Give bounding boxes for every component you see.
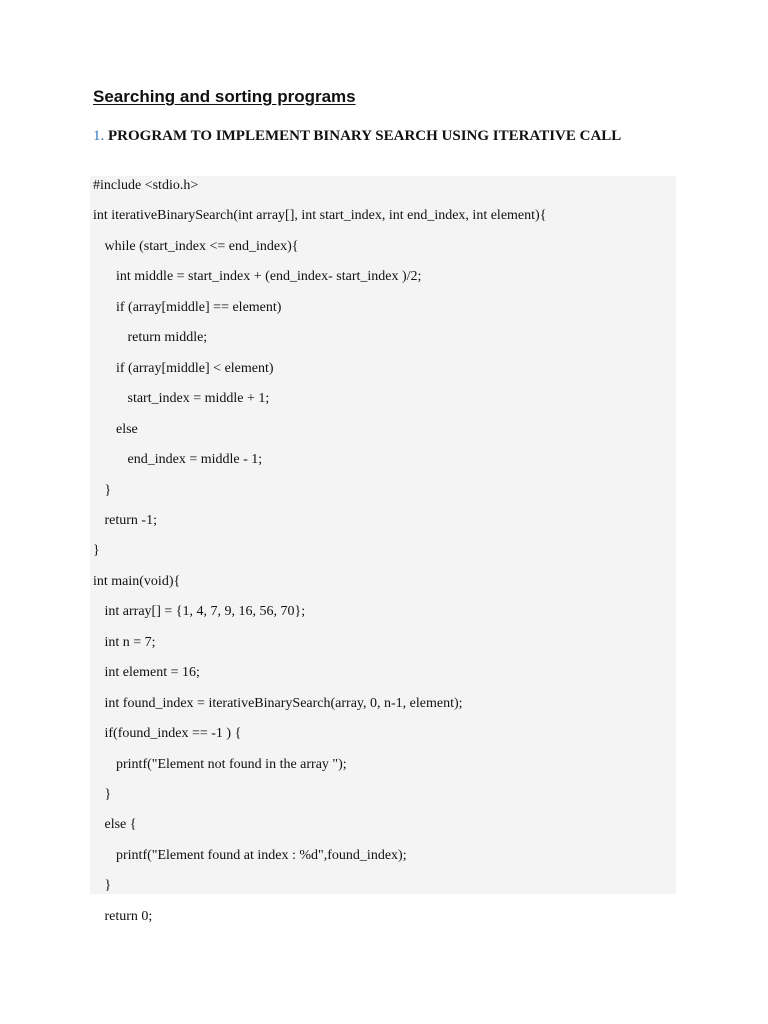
code-line: return middle; bbox=[127, 330, 208, 346]
code-line: int found_index = iterativeBinarySearch(array, 0, n-1, element); bbox=[104, 695, 463, 711]
code-line: end_index = middle - 1; bbox=[127, 452, 263, 468]
page-title: Searching and sorting programs bbox=[93, 87, 356, 106]
code-line: int middle = start_index + (end_index- start_index )/2; bbox=[116, 269, 422, 285]
code-line: else { bbox=[104, 817, 137, 833]
code-line: return -1; bbox=[104, 512, 157, 528]
code-line: } bbox=[104, 482, 112, 498]
code-line: int main(void){ bbox=[93, 573, 181, 589]
code-line: int n = 7; bbox=[104, 634, 156, 650]
code-line: } bbox=[93, 543, 100, 559]
code-line: printf("Element found at index : %d",found_index); bbox=[116, 847, 407, 863]
code-line: } bbox=[104, 878, 112, 894]
code-line: #include <stdio.h> bbox=[93, 178, 199, 193]
code-line: int element = 16; bbox=[104, 665, 200, 681]
code-line: while (start_index <= end_index){ bbox=[104, 238, 299, 254]
code-line: return 0; bbox=[104, 908, 153, 924]
code-line: int array[] = {1, 4, 7, 9, 16, 56, 70}; bbox=[104, 604, 306, 620]
section-heading bbox=[93, 126, 621, 146]
code-line: if (array[middle] == element) bbox=[116, 299, 282, 315]
code-line: int iterativeBinarySearch(int array[], int start_index, int end_index, int element){ bbox=[93, 208, 547, 224]
section-number: 1. bbox=[93, 128, 105, 144]
code-line: else bbox=[116, 421, 138, 437]
code-line: printf("Element not found in the array "); bbox=[116, 756, 347, 772]
code-line: if (array[middle] < element) bbox=[116, 360, 274, 376]
code-line: start_index = middle + 1; bbox=[127, 391, 270, 407]
section-heading-text: PROGRAM TO IMPLEMENT BINARY SEARCH USING ITERATIVE CALL bbox=[108, 128, 622, 144]
code-line: } bbox=[104, 787, 112, 802]
code-line: if(found_index == -1 ) { bbox=[104, 726, 242, 742]
